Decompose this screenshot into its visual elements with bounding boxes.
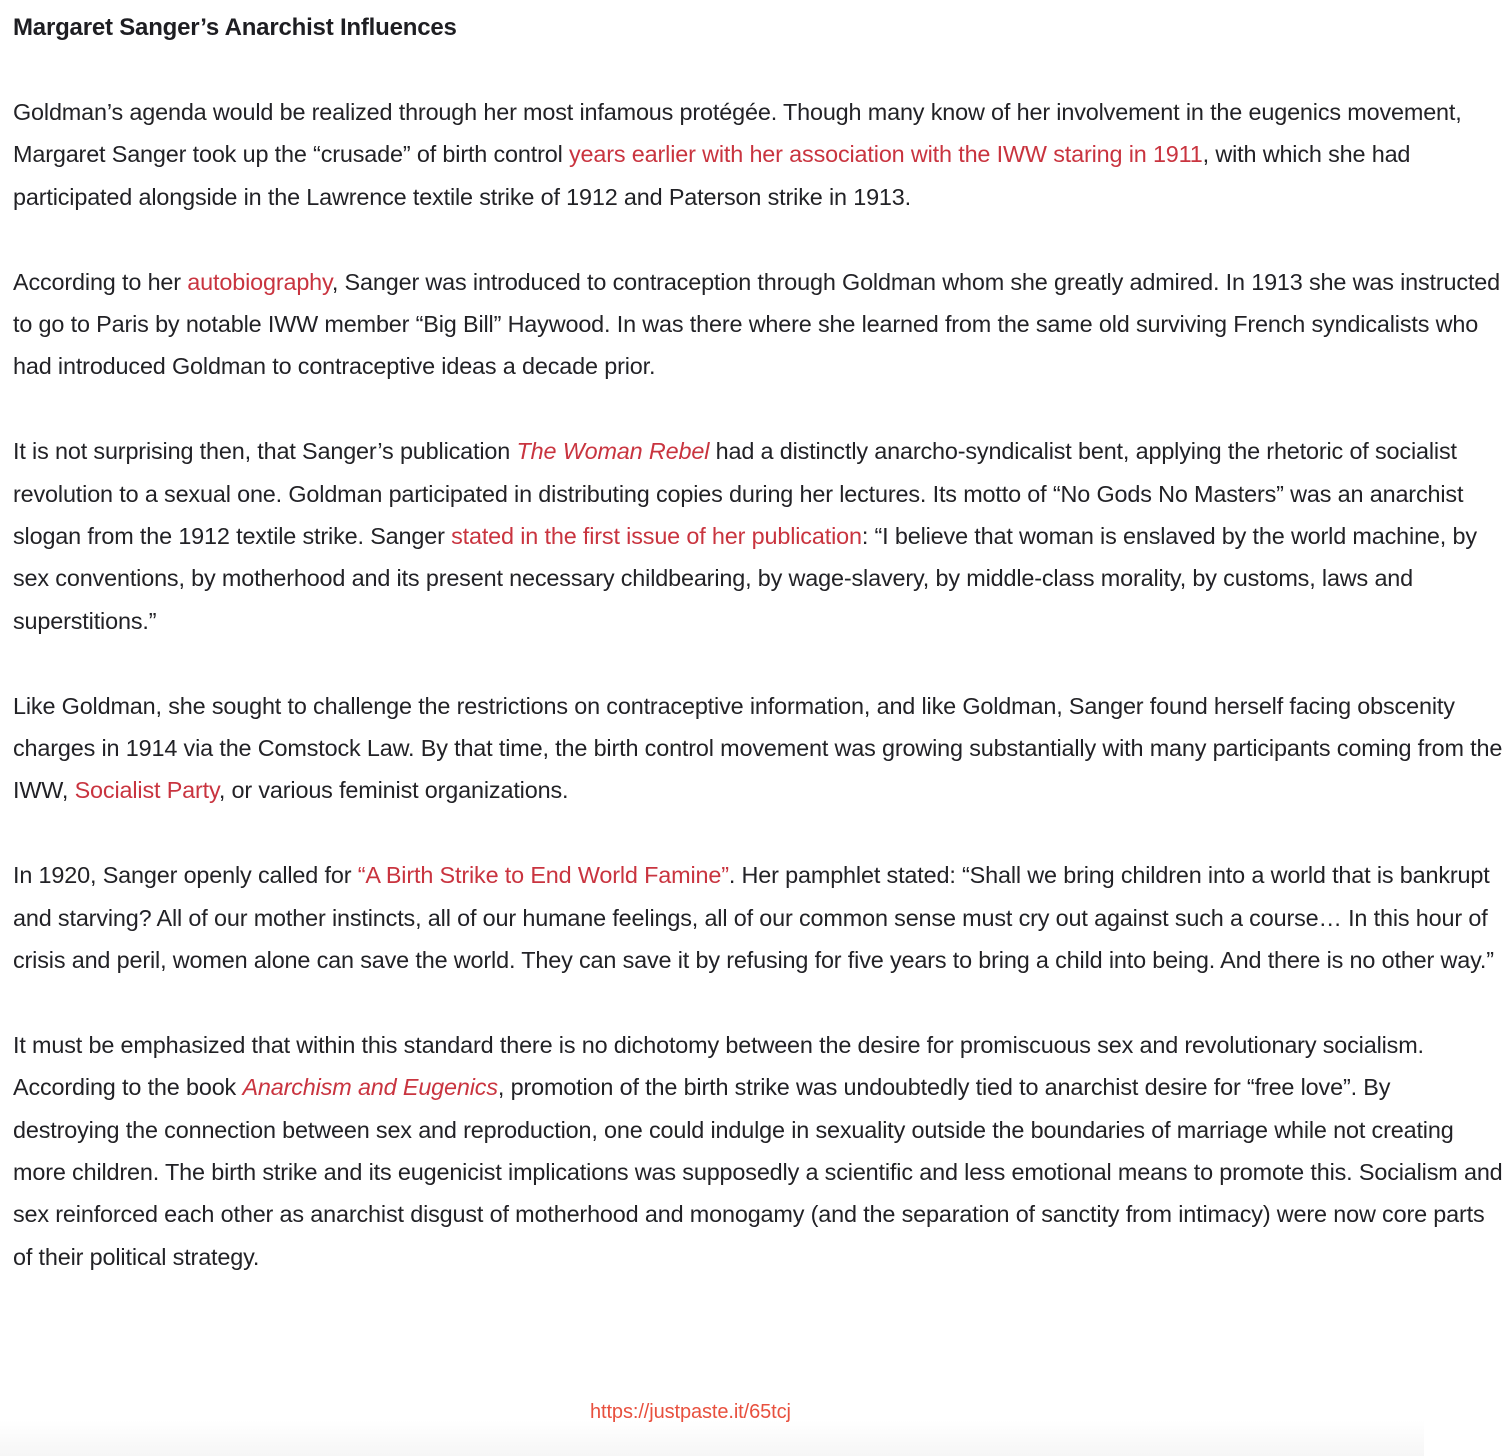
paragraph-3 bbox=[13, 430, 1503, 642]
link-autobiography[interactable]: autobiography bbox=[187, 268, 332, 295]
section-heading: Margaret Sanger’s Anarchist Influences bbox=[13, 14, 457, 41]
paragraph-1 bbox=[13, 91, 1503, 218]
text: According to her bbox=[13, 268, 188, 295]
text: . Her pamphlet stated: “Shall we bring children into a world that is bankrupt and starving? All of our mother instincts, all of our humane feelings, all of our common sense must cry out against such a course… In this hour of crisis and peril, women alone can save the world. They can save it by refusing for five years to bring a child into being. And there is no other way.” bbox=[13, 862, 1494, 974]
article bbox=[13, 8, 1503, 1321]
text: In 1920, Sanger openly called for bbox=[13, 862, 358, 889]
paragraph-2 bbox=[13, 261, 1503, 388]
link-anarchism-and-eugenics[interactable]: Anarchism and Eugenics bbox=[242, 1074, 498, 1101]
link-the-woman-rebel[interactable]: The Woman Rebel bbox=[516, 438, 710, 465]
text: It must be emphasized that within this standard there is no dichotomy between the desire for promiscuous sex and revolutionary socialism. According to the book bbox=[13, 1031, 1424, 1101]
source-url-link[interactable]: https://justpaste.it/65tcj bbox=[590, 1401, 791, 1423]
paragraph-6 bbox=[13, 1024, 1503, 1278]
text: Like Goldman, she sought to challenge the restrictions on contraceptive information, and like Goldman, Sanger found herself facing obscenity charges in 1914 via the Comstock Law. By that time, the birth control movement was growing substantially with many participants coming from the IWW, bbox=[13, 692, 1503, 804]
text: , or various feminist organizations. bbox=[218, 777, 569, 804]
paragraph-5 bbox=[13, 854, 1503, 981]
text: had a distinctly anarcho-syndicalist bent, applying the rhetoric of socialist revolution to a sexual one. Goldman participated in distributing copies during her lectures. Its motto of “No Gods No Masters” was an anarchist slogan from the 1912 textile strike. Sanger bbox=[13, 438, 1464, 550]
link-first-issue[interactable]: stated in the first issue of her publication bbox=[451, 523, 862, 550]
text: , with which she had participated alongside in the Lawrence textile strike of 1912 and Paterson strike in 1913. bbox=[13, 141, 1411, 210]
text: It is not surprising then, that Sanger’s publication bbox=[13, 438, 517, 465]
link-socialist-party[interactable]: Socialist Party bbox=[74, 777, 219, 804]
text: : “I believe that woman is enslaved by the world machine, by sex conventions, by motherhood and its present necessary childbearing, by wage-slavery, by middle-class morality, by customs, laws and superstitions.” bbox=[13, 523, 1477, 634]
text: Goldman’s agenda would be realized through her most infamous protégée. Though many know of her involvement in the eugenics movement, Margaret Sanger took up the “crusade” of birth control bbox=[13, 99, 1462, 168]
text: , promotion of the birth strike was undoubtedly tied to anarchist desire for “free love”. By destroying the connection between sex and reproduction, one could indulge in sexuality outside the boundaries of marriage while not creating more children. The birth strike and its eugenicist implications was supposedly a scientific and less emotional means to promote this. Socialism and sex reinforced each other as anarchist disgust of motherhood and monogamy (and the separation of sanctity from intimacy) were now core parts of their political strategy. bbox=[13, 1074, 1503, 1270]
paragraph-4 bbox=[13, 685, 1503, 812]
text: , Sanger was introduced to contraception through Goldman whom she greatly admired. In 1913 she was instructed to go to Paris by notable IWW member “Big Bill” Haywood. In was there where she learned from the same old surviving French syndicalists who had introduced Goldman to contraceptive ideas a decade prior. bbox=[13, 268, 1501, 380]
footer bbox=[0, 1396, 1424, 1456]
link-birth-strike[interactable]: “A Birth Strike to End World Famine” bbox=[357, 862, 729, 889]
link-iww-association[interactable]: years earlier with her association with the IWW staring in 1911 bbox=[569, 141, 1203, 168]
